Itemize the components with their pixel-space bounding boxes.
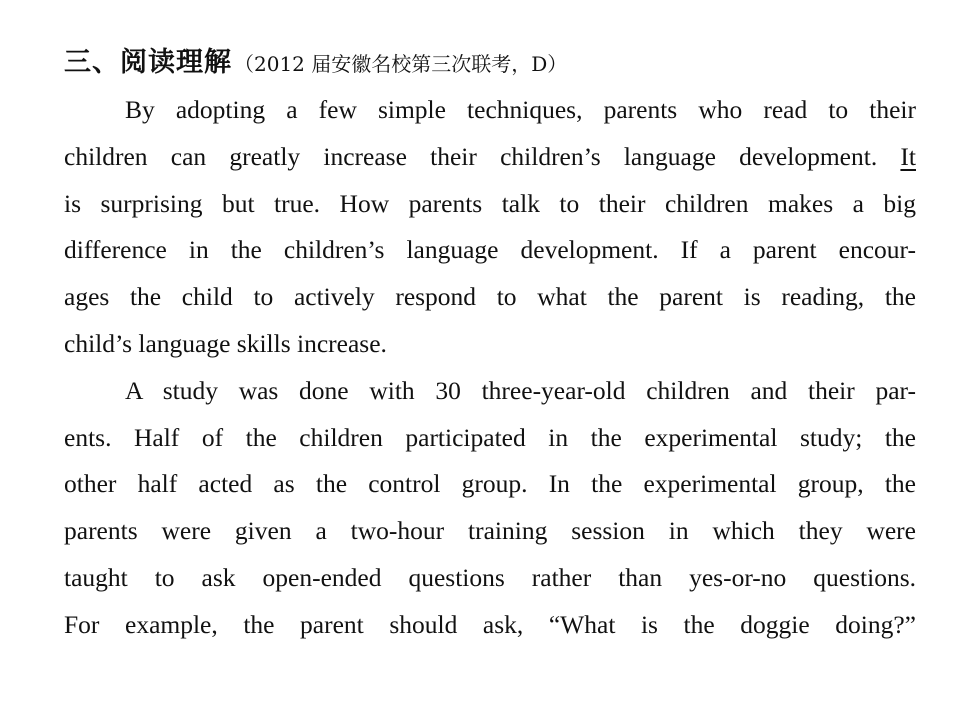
- passage-line: For example, the parent should ask, “What is the doggie doing?”: [64, 609, 916, 639]
- passage-line: A study was done with 30 three-year-old children and their par-: [125, 375, 916, 405]
- passage-line: [64, 134, 916, 181]
- passage-line: child’s language skills increase.: [64, 328, 387, 358]
- passage-line: ents. Half of the children participated in the experimental study; the: [64, 422, 916, 452]
- source-note: （2012 届安徽名校第三次联考，D）: [234, 52, 568, 76]
- line-text: children can greatly increase their children’s language development.: [64, 141, 878, 171]
- passage: [64, 87, 916, 649]
- passage-line: difference in the children’s language development. If a parent encour-: [64, 235, 916, 265]
- passage-line: other half acted as the control group. In the experimental group, the: [64, 469, 916, 499]
- underlined-word: It: [900, 141, 916, 171]
- passage-line: By adopting a few simple techniques, parents who read to their: [125, 95, 916, 124]
- passage-line: ages the child to actively respond to what the parent is reading, the: [64, 282, 916, 312]
- paragraph-2: [64, 368, 916, 649]
- section-heading: [64, 40, 567, 84]
- section-title: 三、阅读理解: [64, 47, 232, 78]
- passage-line: is surprising but true. How parents talk to their children makes a big: [64, 188, 916, 218]
- passage-line: taught to ask open-ended questions rather than yes-or-no questions.: [64, 562, 916, 592]
- passage-line: parents were given a two-hour training session in which they were: [64, 516, 916, 546]
- paragraph-1: [64, 87, 916, 368]
